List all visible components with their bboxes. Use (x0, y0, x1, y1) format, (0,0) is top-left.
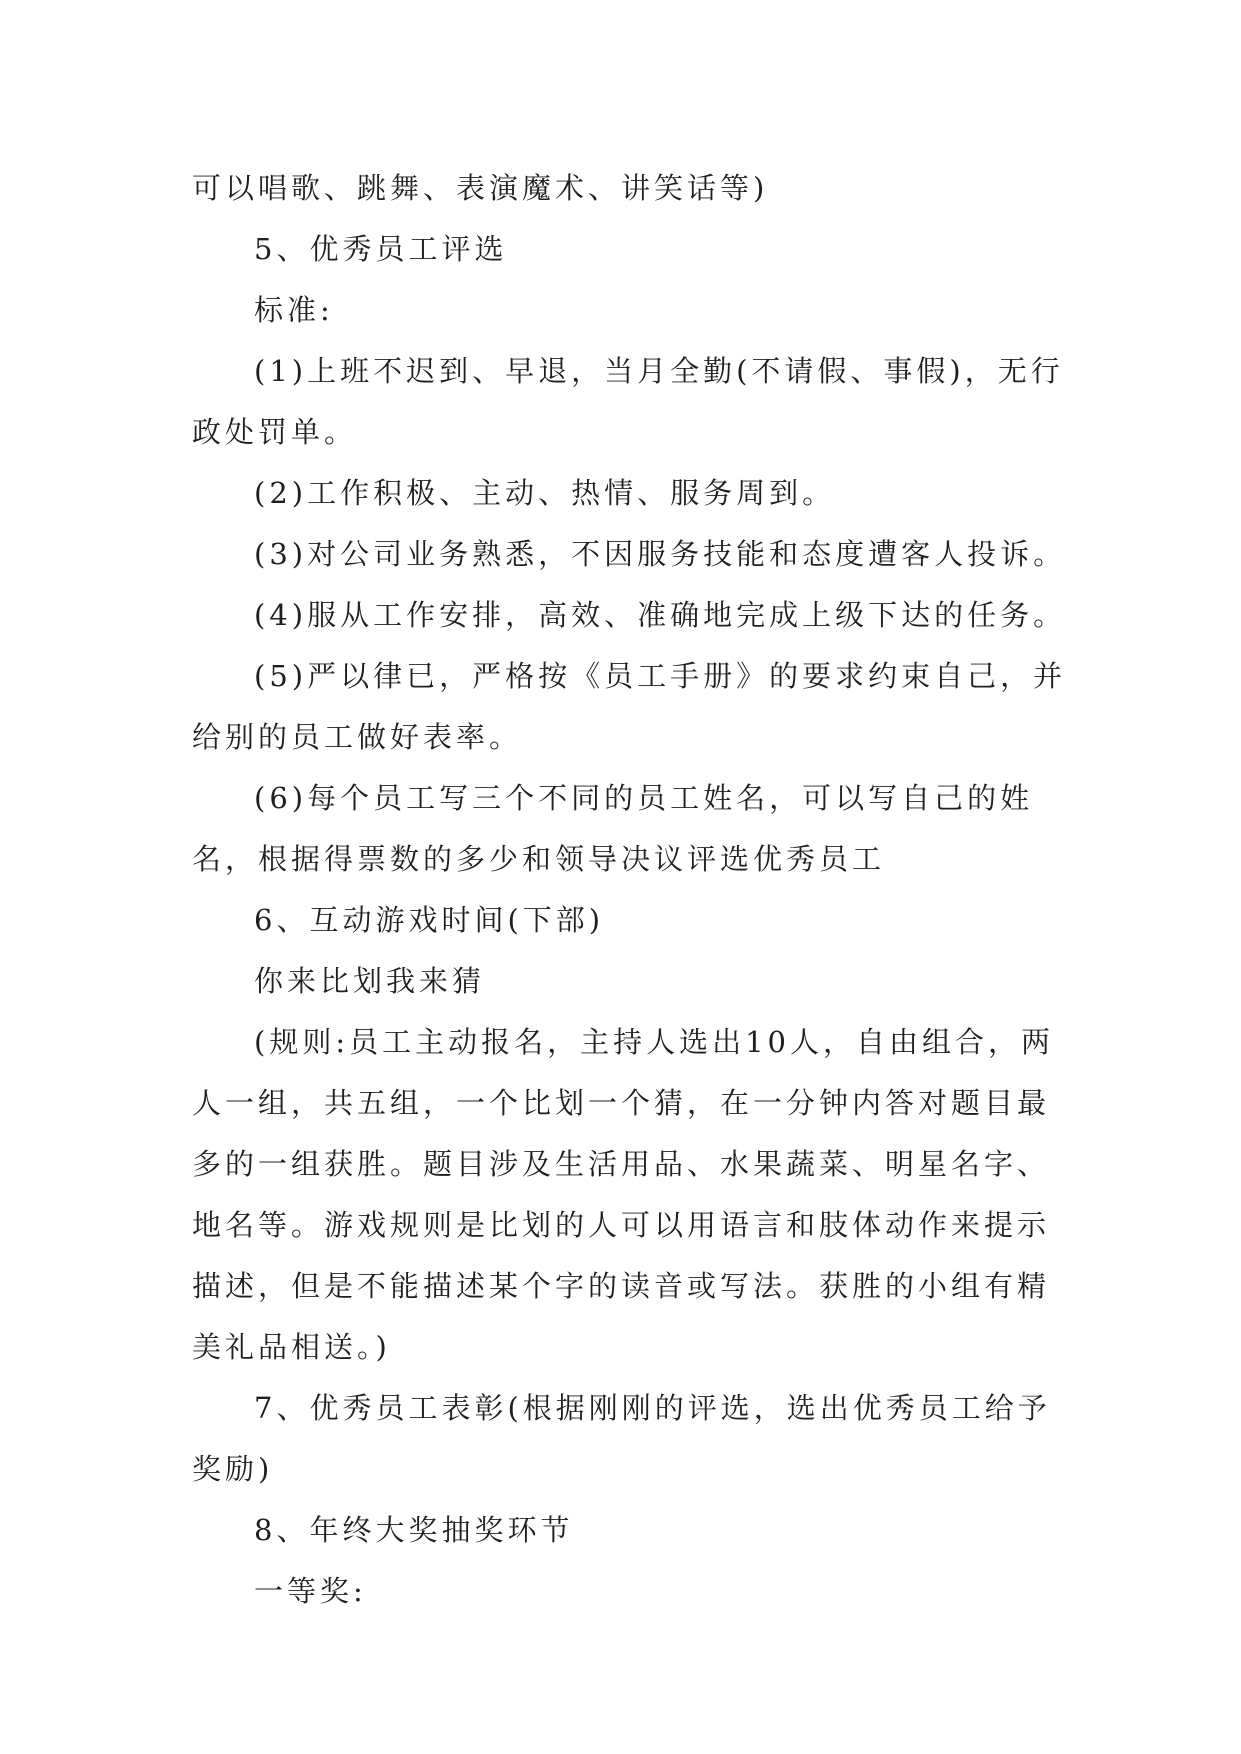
criteria-item: (5)严以律已，严格按《员工手册》的要求约束自己，并给别的员工做好表率。 (192, 659, 1067, 754)
criteria-label: 标准: (254, 293, 334, 327)
criteria-item: (3)对公司业务熟悉，不因服务技能和态度遭客人投诉。 (254, 537, 1067, 571)
criteria-item: (6)每个员工写三个不同的员工姓名，可以写自己的姓名，根据得票数的多少和领导决议评选优秀员工 (192, 781, 1034, 876)
game-title: 你来比划我来猜 (254, 964, 486, 998)
document-body (192, 158, 1072, 1622)
section-heading-7: 7、优秀员工表彰(根据刚刚的评选，选出优秀员工给予奖励) (192, 1391, 1051, 1486)
criteria-item: (1)上班不迟到、早退，当月全勤(不请假、事假)，无行政处罚单。 (192, 354, 1064, 449)
paragraph: 可以唱歌、跳舞、表演魔术、讲笑话等) (192, 171, 769, 205)
section-heading-8: 8、年终大奖抽奖环节 (254, 1513, 574, 1547)
section-heading-5: 5、优秀员工评选 (254, 232, 508, 266)
criteria-item: (4)服从工作安排，高效、准确地完成上级下达的任务。 (254, 598, 1067, 632)
criteria-item: (2)工作积极、主动、热情、服务周到。 (254, 476, 836, 510)
prize-label: 一等奖: (254, 1574, 367, 1608)
game-rules: (规则:员工主动报名，主持人选出10人，自由组合，两人一组，共五组，一个比划一个猜，在一分钟内答对题目最多的一组获胜。题目涉及生活用品、水果蔬菜、明星名字、地名等。游戏规则是比划的人可以用语言和肢体动作来提示描述，但是不能描述某个字的读音或写法。获胜的小组有精美礼品相送。) (192, 1025, 1054, 1364)
section-heading-6: 6、互动游戏时间(下部) (254, 903, 605, 937)
